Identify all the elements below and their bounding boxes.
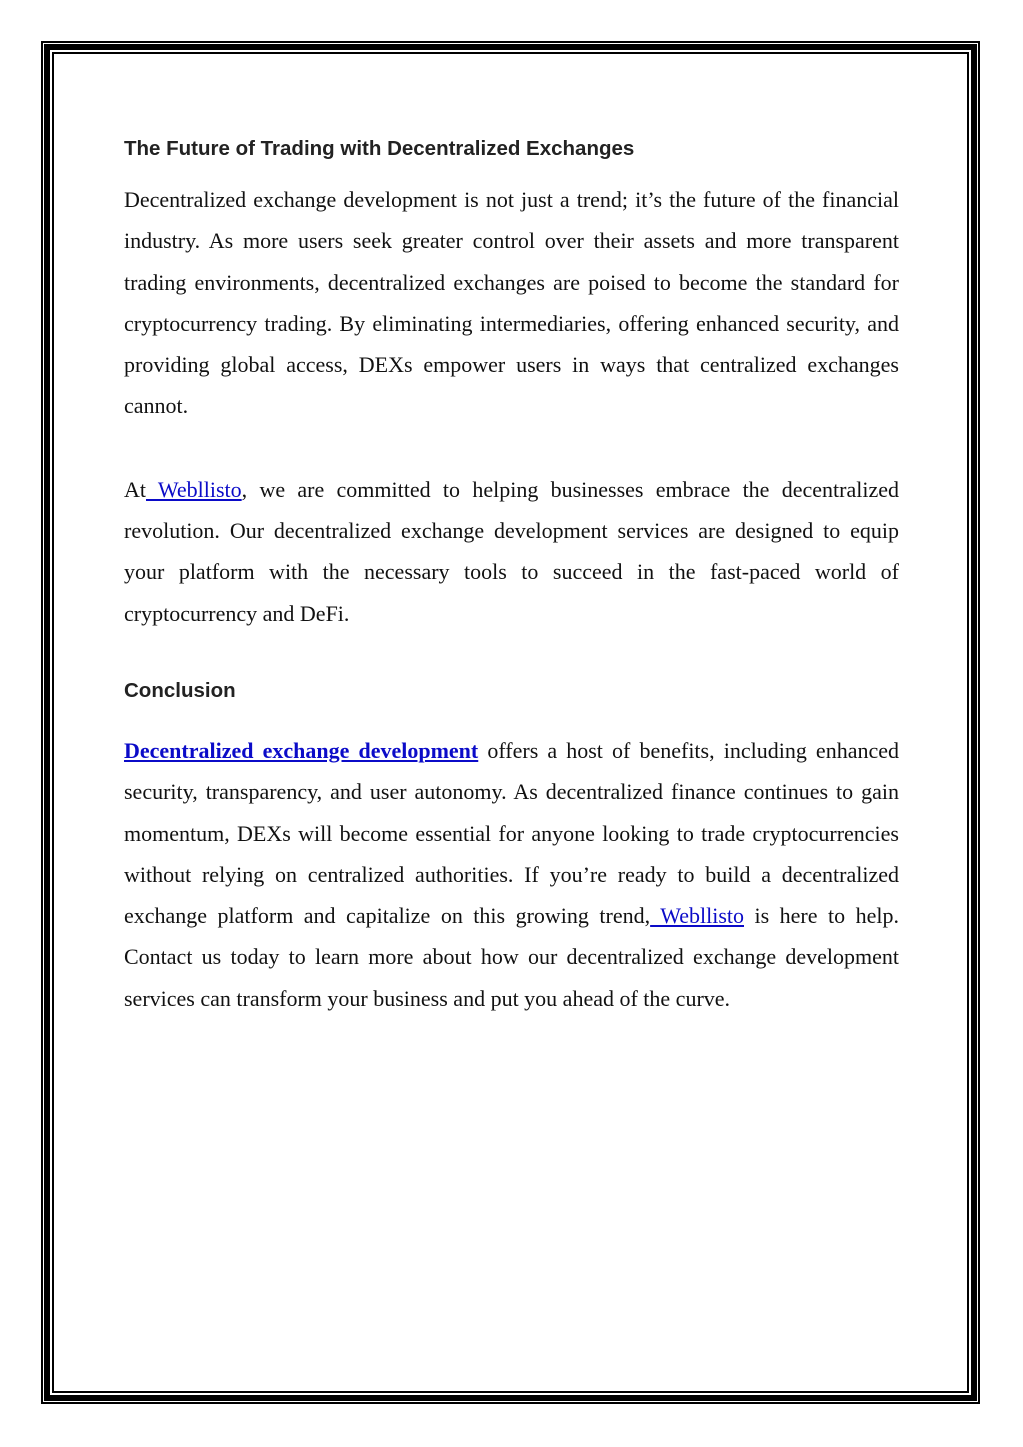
text-at: At	[124, 476, 146, 502]
webllisto-link-conclusion[interactable]: Webllisto	[650, 903, 744, 929]
decentralized-exchange-development-link[interactable]: Decentralized exchange development	[124, 737, 479, 763]
text-conclusion-part1: offers a host of benefits, including enhanced security, transparency, and user autonomy. As decentralized finance continues to gain momentum, DEXs will become essential for anyone looking to trade cryptocurrencies without relying on centralized authorities. If you’re ready to build a decentralized exchange platform and capitalize on this growing trend,	[124, 737, 899, 929]
paragraph-webllisto-commitment	[124, 469, 899, 634]
document-content	[124, 130, 899, 1019]
webllisto-link[interactable]: Webllisto	[146, 476, 242, 502]
conclusion-heading: Conclusion	[124, 678, 236, 702]
text-commitment: , we are committed to helping businesses embrace the decentralized revolution. Our decentralized exchange development services are designed to equip your platform with the necessary tools to succeed in the fast-paced world of cryptocurrency and DeFi.	[124, 476, 899, 626]
text-conclusion-part2: is here to help. Contact us today to learn more about how our decentralized exchange development services can transform your business and put you ahead of the curve.	[124, 903, 899, 1011]
section-heading-future-of-trading: The Future of Trading with Decentralized Exchanges	[124, 137, 635, 160]
paragraph-conclusion	[124, 730, 899, 1019]
paragraph-future-of-trading: Decentralized exchange development is not just a trend; it’s the future of the financial industry. As more users seek greater control over their assets and more transparent trading environments, decentralized exchanges are poised to become the standard for cryptocurrency trading. By eliminating intermediaries, offering enhanced security, and providing global access, DEXs empower users in ways that centralized exchanges cannot.	[124, 187, 899, 419]
